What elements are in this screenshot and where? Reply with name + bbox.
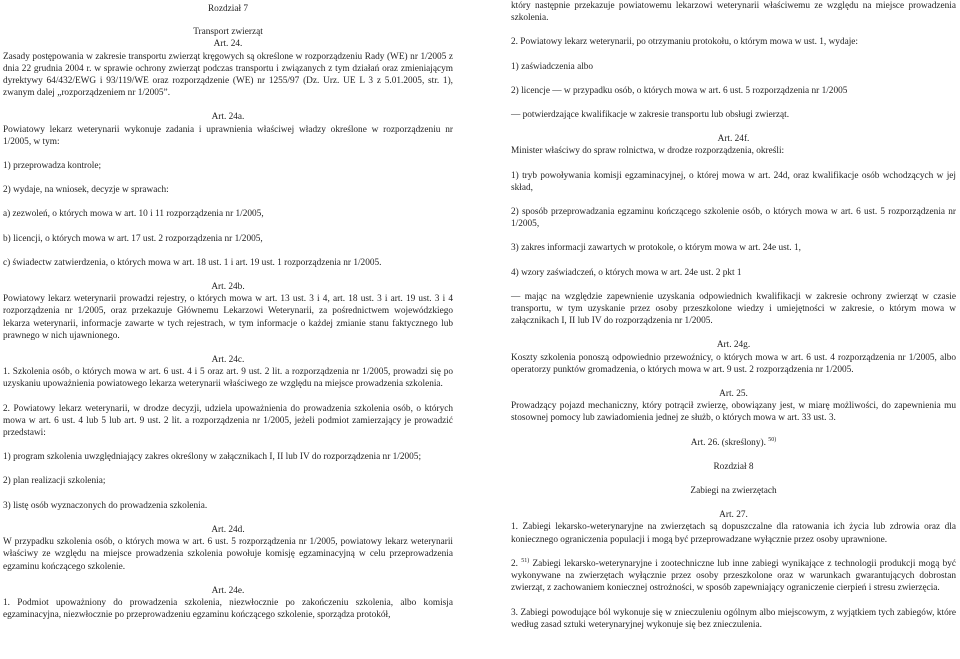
art-26-line [511,437,956,449]
art-27-para-3: 3. Zabiegi powodujące ból wykonuje się w znieczuleniu ogólnym albo miejscowym, z wyjątkiem tych zabiegów, które według zasad sztuki weterynaryjnej wykonuje się bez znieczulenia. [511,607,956,630]
art-24e-point-2: 2) licencje — w przypadku osób, o których mowa w art. 6 ust. 5 rozporządzenia nr 1/2005 [511,85,848,96]
art-24c-para-2: 2. Powiatowy lekarz weterynarii, w drodze decyzji, udziela upoważnienia do prowadzenia szkolenia osób, o których mowa w art. 6 ust. 4 lub 5 lub art. 9 ust. 2 lit. a rozporządzenia nr 1/2005, jeżeli podmiot zamierzający je prowadzić przedstawi: [3,403,453,439]
art-24f-tail: — mając na względzie zapewnienie uzyskania odpowiednich kwalifikacji w zakresie ochrony zwierząt w czasie transportu, w tym uzyskanie przez osoby przeszkolone wiedzy i umiejętności w zakresie, o którym mowa w załącznikach I, II lub IV do rozporządzenia nr 1/2005. [511,291,956,327]
art-24f-title: Art. 24f. [717,134,750,145]
footnote-ref-51: 51) [521,557,530,564]
art-27-para-1: 1. Zabiegi lekarsko-weterynaryjne na zwierzętach są dopuszczalne dla ratowania ich życia lub zdrowia oraz dla koniecznego ograniczenia populacji i mogą być przeprowadzane wyłącznie przez osoby uprawnione. [511,522,956,545]
art-24f-point-2: 2) sposób przeprowadzania egzaminu kończącego szkolenie osób, o których mowa w art. 6 ust. 5 rozporządzenia nr 1/2005, [511,207,956,230]
art-24f-point-3: 3) zakres informacji zawartych w protokole, o którym mowa w art. 24e ust. 1, [511,243,801,254]
art-24a-title: Art. 24a. [211,112,245,123]
art-24e-continued: który następnie przekazuje powiatowemu lekarzowi weterynarii właściwemu ze względu na miejsce prowadzenia szkolenia. [511,1,956,24]
art-24a-letter-c: c) świadectw zatwierdzenia, o których mowa w art. 18 ust. 1 i art. 19 ust. 1 rozporządzenia nr 1/2005. [3,257,382,268]
art-24b-text: Powiatowy lekarz weterynarii prowadzi rejestry, o których mowa w art. 13 ust. 3 i 4, art. 18 ust. 3 i art. 19 ust. 3 i 4 rozporządzenia nr 1/2005, oraz przekazuje Głównemu Lekarzowi Weterynarii, za pośrednictwem wojewódzkiego lekarza weterynarii, informacje zawarte w tych rejestrach, w tym informacje o każdej zmianie stanu faktycznego lub prawnego w nich ujawnionego. [3,294,453,341]
art-24g-title: Art. 24g. [716,340,751,351]
left-column [3,0,453,621]
art-24e-para-2: 2. Powiatowy lekarz weterynarii, po otrzymaniu protokołu, o którym mowa w ust. 1, wydaje: [511,37,859,48]
art-27-title: Art. 27. [719,510,748,521]
art-24c-point-1: 1) program szkolenia uwzględniający zakres określony w załącznikach I, II lub IV do rozporządzenia nr 1/2005; [3,452,422,463]
art-24c-para-1: 1. Szkolenia osób, o których mowa w art. 6 ust. 4 i 5 oraz art. 9 ust. 2 lit. a rozporządzenia nr 1/2005, prowadzi się po uzyskaniu upoważnienia powiatowego lekarza weterynarii właściwego ze względu na miejsce prowadzenia szkolenia. [3,367,453,390]
chapter-7-title: Rozdział 7 [207,4,249,14]
art-24-title: Art. 24. [213,39,243,50]
art-24e-tail: — potwierdzające kwalifikacje w zakresie transportu lub obsługi zwierząt. [511,110,790,121]
art-24c-point-3: 3) listę osób wyznaczonych do prowadzenia szkolenia. [3,500,208,511]
transport-heading: Transport zwierząt [193,27,263,38]
chapter-8-title: Rozdział 8 [713,461,754,472]
art-24c-point-2: 2) plan realizacji szkolenia; [3,476,106,487]
art-24e-para-1: 1. Podmiot upoważniony do prowadzenia szkolenia, niezwłocznie po zakończeniu szkolenia, albo komisja egzaminacyjna, niezwłocznie po przeprowadzeniu egzaminu kończącego szkolenie, sporządza protokół, [3,597,453,621]
art-24f-point-1: 1) tryb powoływania komisji egzaminacyjnej, o której mowa w art. 24d, oraz kwalifikacje osób wchodzących w jej skład, [511,170,956,193]
art-24f-point-4: 4) wzory zaświadczeń, o których mowa w art. 24e ust. 2 pkt 1 [511,267,742,278]
art-24-text: Zasady postępowania w zakresie transportu zwierząt kręgowych są określone w rozporządzeniu Rady (WE) nr 1/2005 z dnia 22 grudnia 2004 r. w sprawie ochrony zwierząt podczas transportu i związanych z tym działań oraz zmieniającym dyrektywy 64/432/EWG i 93/119/WE oraz rozporządzenie (WE) nr 1255/97 (Dz. Urz. UE L 3 z 5.01.2005, str. 1), zwanym dalej „rozporządzeniem nr 1/2005”. [3,51,453,99]
art-24a-point-2: 2) wydaje, na wniosek, decyzje w sprawach: [3,185,169,196]
art-24g-text: Koszty szkolenia ponoszą odpowiednio przewoźnicy, o których mowa w art. 6 ust. 4 rozporządzenia nr 1/2005, albo operatorzy punktów gromadzenia, o których mowa w art. 9 ust. 2 rozporządzenia nr 1/2005. [511,352,956,375]
art-24f-intro: Minister właściwy do spraw rolnictwa, w drodze rozporządzenia, określi: [511,146,785,157]
art-24d-text: W przypadku szkolenia osób, o których mowa w art. 6 ust. 5 rozporządzenia nr 1/2005, powiatowy lekarz weterynarii właściwy ze względu na miejsce prowadzenia szkolenia powołuje komisję egzaminacyjną w celu przeprowadzenia egzaminu kończącego szkolenie. [3,537,453,572]
art-24a-letter-a: a) zezwoleń, o których mowa w art. 10 i 11 rozporządzenia nr 1/2005, [3,209,264,220]
art-24b-title: Art. 24b. [211,282,245,293]
art-24a-intro: Powiatowy lekarz weterynarii wykonuje zadania i uprawnienia właściwej władzy określone w rozporządzeniu nr 1/2005, w tym: [3,124,453,147]
art-24a-letter-b: b) licencji, o których mowa w art. 17 ust. 2 rozporządzenia nr 1/2005, [3,233,263,244]
art-25-text: Prowadzący pojazd mechaniczny, który potrącił zwierzę, obowiązany jest, w miarę możliwości, do zapewnienia mu stosownej pomocy lub zawiadomienia jednej ze służb, o których mowa w art. 33 ust. 3. [511,401,956,424]
art-26-title: Art. 26. (skreślony). [690,437,766,448]
art-25-title: Art. 25. [719,389,748,400]
footnote-ref-50: 50) [768,436,777,443]
art-24e-point-1: 1) zaświadczenia albo [511,61,594,72]
art-24d-title: Art. 24d. [211,524,245,535]
art-27-para-2-number: 2. [511,558,518,569]
art-24e-title: Art. 24e. [211,585,245,596]
right-column [511,0,956,631]
art-27-para-2 [511,558,956,595]
zabiegi-heading: Zabiegi na zwierzętach [690,486,777,497]
art-24c-title: Art. 24c. [211,355,245,366]
art-24a-point-1: 1) przeprowadza kontrole; [3,161,102,172]
art-27-para-2-text: Zabiegi lekarsko-weterynaryjne i zootechniczne lub inne zabiegi wynikające z technologii produkcji mogą być wykonywane na zwierzętach wyłącznie przez osoby przeszkolone oraz w warunkach gwarantujących dobrostan zwierząt, z zachowaniem koniecznej ostrożności, w sposób zapewniający ograniczenie cierpień i stresu zwierzęcia. [511,558,956,594]
